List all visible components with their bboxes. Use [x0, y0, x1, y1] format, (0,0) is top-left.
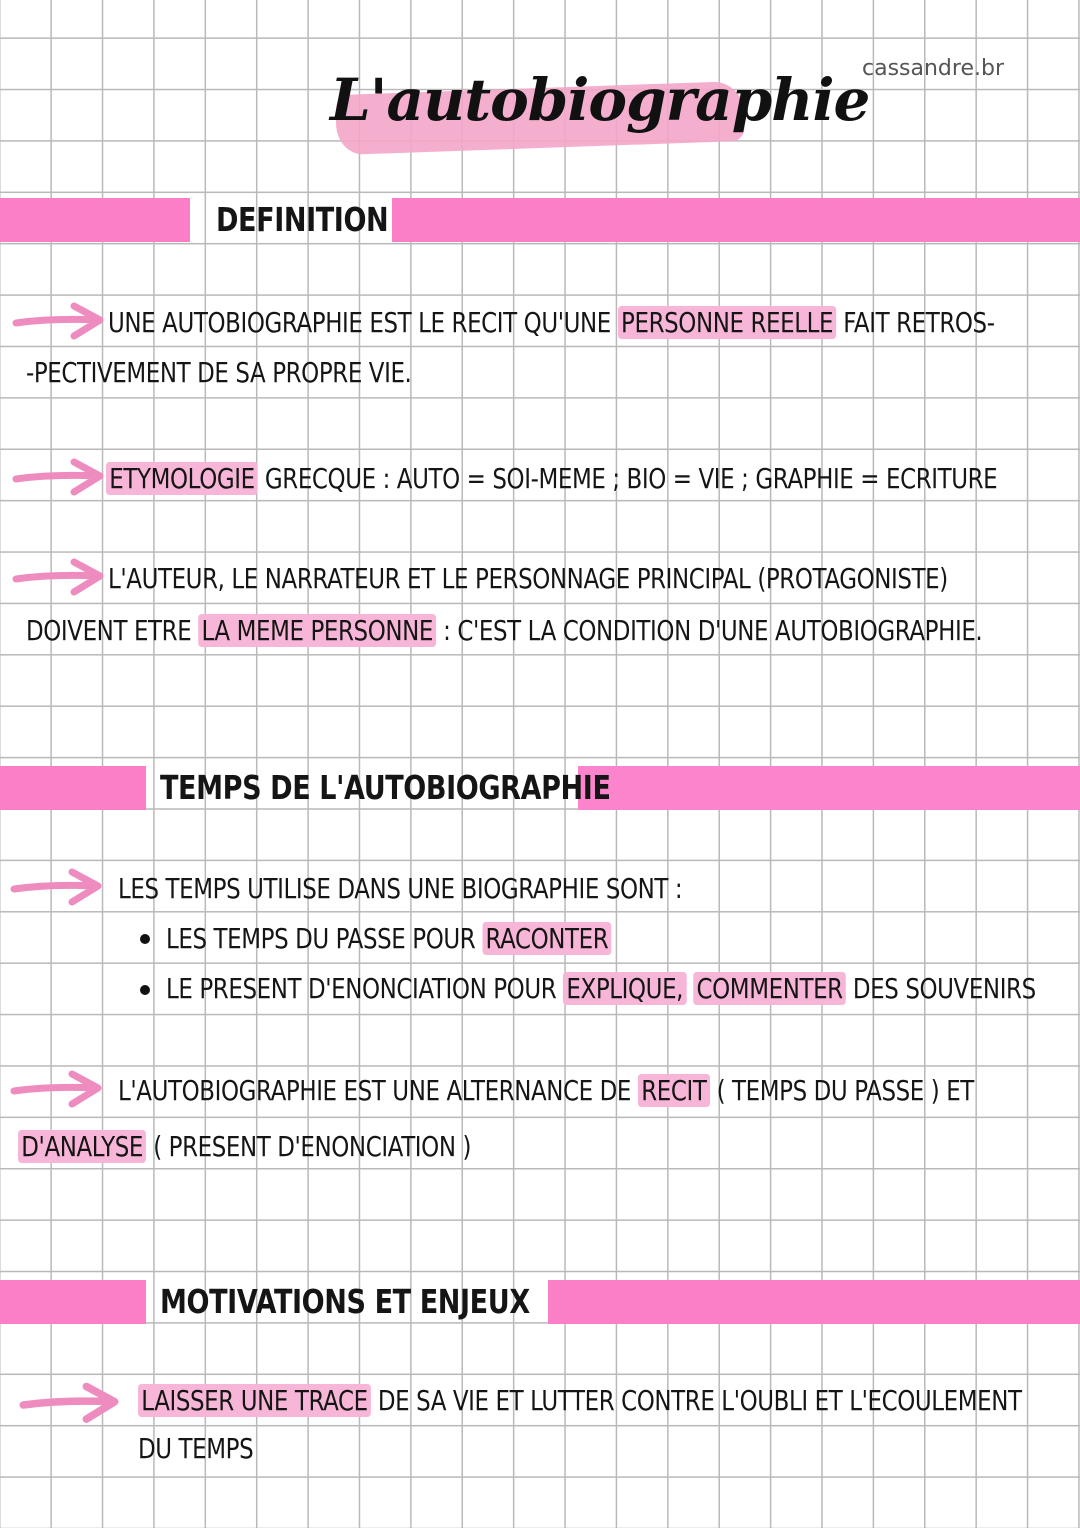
temps-band-right [578, 766, 1080, 810]
highlighted-term: RACONTER [482, 922, 611, 955]
definition-band-left [0, 198, 190, 242]
definition-p1-line2: -PECTIVEMENT DE SA PROPRE VIE. [26, 356, 412, 389]
watermark: cassandre.br [862, 56, 1004, 81]
arrow-icon [12, 300, 104, 346]
section-heading-motivations: MOTIVATIONS ET ENJEUX [160, 1282, 530, 1321]
motivations-p1-line2: DU TEMPS [138, 1432, 254, 1465]
section-heading-definition: DEFINITION [216, 200, 389, 239]
highlighted-term: LAISSER UNE TRACE [138, 1384, 371, 1417]
highlighted-term: ETYMOLOGIE [106, 462, 258, 495]
temps-p2-line2 [18, 1130, 471, 1163]
arrow-icon [10, 1068, 102, 1114]
bullet-point [140, 934, 150, 944]
highlighted-term: EXPLIQUE, [563, 972, 686, 1005]
text-segment: DE SA VIE ET LUTTER CONTRE L'OUBLI ET L'ECOULEMENT [370, 1384, 1022, 1417]
text-segment: L'AUTOBIOGRAPHIE EST UNE ALTERNANCE DE [118, 1074, 638, 1107]
highlighted-term: LA MEME PERSONNE [198, 614, 436, 647]
text-segment: FAIT RETROS- [836, 306, 995, 339]
text-segment: LES TEMPS DU PASSE POUR [166, 922, 483, 955]
text-segment: ( TEMPS DU PASSE ) ET [709, 1074, 974, 1107]
arrow-icon [12, 456, 104, 502]
temps-p2-line1 [118, 1074, 974, 1107]
highlighted-term: RECIT [638, 1074, 710, 1107]
page-title [330, 58, 870, 158]
arrow-icon [10, 866, 102, 912]
text-segment: DOIVENT ETRE [26, 614, 199, 647]
page-title-text: L'autobiographie [330, 66, 870, 134]
definition-p3-line1: L'AUTEUR, LE NARRATEUR ET LE PERSONNAGE PRINCIPAL (PROTAGONISTE) [108, 562, 948, 595]
section-heading-temps: TEMPS DE L'AUTOBIOGRAPHIE [160, 768, 611, 807]
text-segment: UNE AUTOBIOGRAPHIE EST LE RECIT QU'UNE [108, 306, 618, 339]
definition-p1-line1 [108, 306, 995, 339]
text-segment: GRECQUE : AUTO = SOI-MEME ; BIO = VIE ; GRAPHIE = ECRITURE [258, 462, 998, 495]
text-segment: LE PRESENT D'ENONCIATION POUR [166, 972, 564, 1005]
text-segment: ( PRESENT D'ENONCIATION ) [146, 1130, 472, 1163]
arrow-icon [14, 1380, 124, 1430]
text-segment: DES SOUVENIRS [846, 972, 1036, 1005]
highlighted-term: PERSONNE REELLE [618, 306, 837, 339]
temps-band-left [0, 766, 146, 810]
temps-p1-intro: LES TEMPS UTILISE DANS UNE BIOGRAPHIE SONT : [118, 872, 683, 905]
highlighted-term: D'ANALYSE [18, 1130, 146, 1163]
motivations-band-left [0, 1280, 146, 1324]
definition-p3-line2 [26, 614, 982, 647]
temps-p1-bullet1 [166, 922, 612, 955]
motivations-band-right [548, 1280, 1080, 1324]
definition-band-right [392, 198, 1080, 242]
arrow-icon [12, 556, 104, 602]
definition-p2 [106, 462, 997, 495]
highlighted-term: COMMENTER [693, 972, 846, 1005]
temps-p1-bullet2 [166, 972, 1036, 1005]
motivations-p1-line1 [138, 1384, 1022, 1417]
text-segment: : C'EST LA CONDITION D'UNE AUTOBIOGRAPHIE. [436, 614, 983, 647]
bullet-point [140, 985, 150, 995]
